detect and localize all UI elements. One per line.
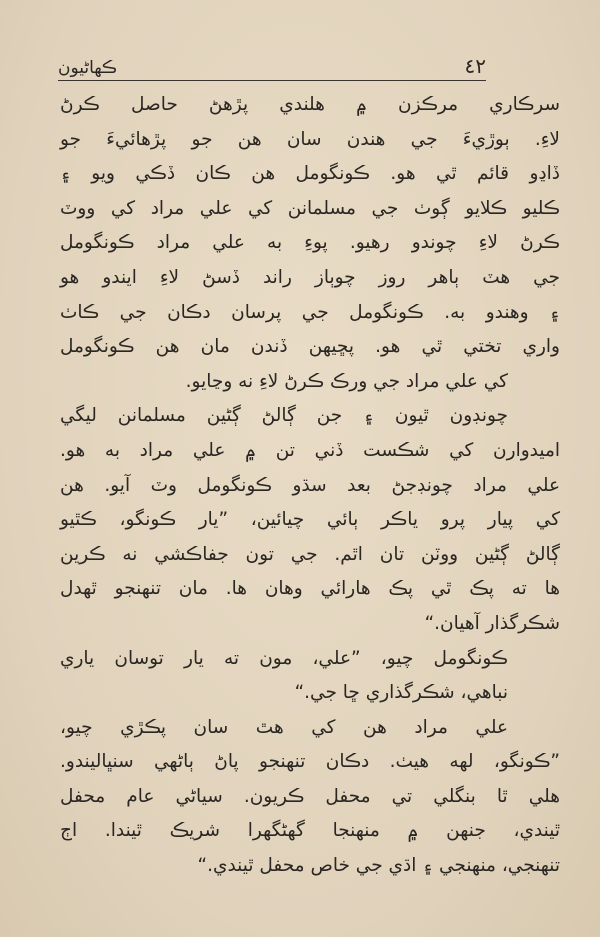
text-line: کي علي مراد جي ورڪ ڪرڻ لاءِ نه وڃايو. — [185, 370, 508, 392]
text-line: ها ته پڪ ٿي پڪ هارائي وهان ها. مان تنهنجو ٿهدل — [60, 578, 560, 600]
paragraph-1 — [60, 88, 560, 399]
text-line: تنهنجي، منهنجي ۽ اڌي جي خاص محفل ٿيندي.“ — [197, 855, 560, 877]
text-line: ڏاڍو قائم ٿي هو. ڪونگومل هن ڪان ڏڪي ويو ۽ — [60, 163, 560, 185]
text-line: واري تختي ٿي هو. پڇيهن ڏندن مان هن ڪونگومل — [60, 336, 560, 358]
header-rule — [58, 80, 486, 81]
text-line: ڳالڻ ڳڻين ووٽن تان اٿم. جي تون جفاڪشي نه ڪرين — [60, 543, 560, 565]
text-line: ٿيندي، جنهن ۾ منهنجا گهڻگهرا شريڪ ٿيندا. اڄ — [60, 820, 560, 842]
text-line: هلي ٿا بنگلي تي محفل ڪريون. سياڻي عام محفل — [60, 785, 560, 807]
paragraph-3 — [60, 642, 560, 711]
text-line: علي مراد چونڊجڻ بعد سڌو ڪونگومل وٽ آيو. هن — [60, 474, 560, 496]
text-line: ڪونگومل چيو، ”علي، مون ته يار توسان ياري — [60, 647, 508, 669]
running-title: ڪهاڻيون — [58, 58, 117, 78]
text-line: جي هٽ ٻاهر روز چوٻاز راند ڏسڻ لاءِ ايندو هو — [60, 266, 560, 288]
page-number: ٤٢ — [464, 54, 486, 78]
text-line: اميدوارن کي شڪست ڏني تن ۾ علي مراد به هو. — [60, 439, 560, 461]
text-line: نباهي، شڪرگذاري ڇا جي.“ — [294, 682, 508, 704]
text-line: ڪرڻ لاءِ چوندو رهيو. پوءِ به علي مراد ڪونگومل — [60, 232, 560, 254]
text-line: ۽ وهندو به. ڪونگومل جي پرسان دڪان جي ڪاٺ — [60, 301, 560, 323]
text-line: علي مراد هن کي هٿ سان پڪڙي چيو، — [60, 716, 508, 738]
text-line: ”ڪونگو، لهه هيٺ. دڪان تنهنجو پاڻ ٻاڻهي سنڀاليندو. — [60, 751, 560, 773]
text-line: کي پيار پرو ياڪر ٻائي چيائين، ”يار ڪونگو، ڪٿيو — [60, 509, 560, 531]
text-line: سرڪاري مرڪزن ۾ هلندي پڙهڻ حاصل ڪرڻ — [60, 94, 560, 115]
text-line: ڪليو ڪلايو ڳوٺ جي مسلمانن کي علي مراد کي ووٽ — [60, 197, 560, 219]
page-header — [58, 48, 486, 78]
body-text — [60, 88, 560, 884]
paragraph-4 — [60, 711, 560, 884]
paragraph-2 — [60, 399, 560, 641]
text-line: شڪرگذار آهيان.“ — [424, 612, 560, 634]
text-line: چونڊون ٿيون ۽ جن ڳالڻ ڳڻين مسلمانن ليگي — [60, 405, 508, 427]
text-line: لاءِ. ٻوڙيءَ جي هندن سان هن جو پڙهائيءَ جو — [60, 128, 560, 150]
